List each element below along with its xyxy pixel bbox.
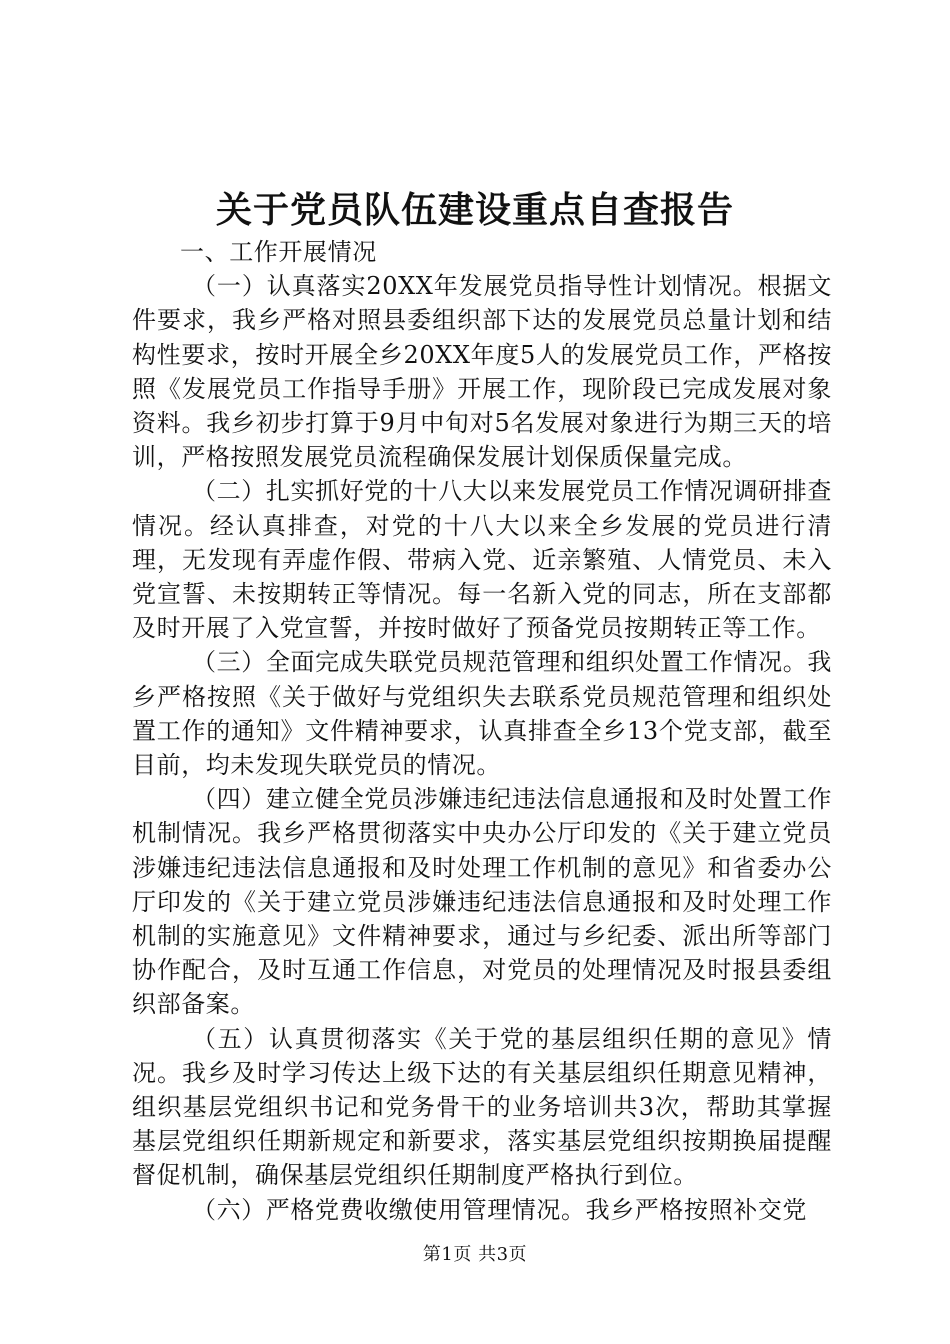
paragraph-6: （六）严格党费收缴使用管理情况。我乡严格按照补交党 — [192, 1195, 807, 1224]
paragraph-2: （二）扎实抓好党的十八大以来发展党员工作情况调研排查情况。经认真排查，对党的十八大以来全乡发展的党员进行清理，无发现有弄虚作假、带病入党、近亲繁殖、人情党员、未入党宣誓、未按期转正等情况。每一名新入党的同志，所在支部都及时开展了入党宣誓，并按时做好了预备党员按期转正等工作。 — [132, 477, 832, 643]
paragraph-3: （三）全面完成失联党员规范管理和组织处置工作情况。我乡严格按照《关于做好与党组织失去联系党员规范管理和组织处置工作的通知》文件精神要求，认真排查全乡13个党支部，截至目前，均未发现失联党员的情况。 — [132, 648, 832, 780]
document-title: 关于党员队伍建设重点自查报告 — [215, 189, 734, 231]
page-footer: 第1页 共3页 — [422, 1244, 528, 1265]
paragraph-4: （四）建立健全党员涉嫌违纪违法信息通报和及时处置工作机制情况。我乡严格贯彻落实中央办公厅印发的《关于建立党员涉嫌违纪违法信息通报和及时处理工作机制的意见》和省委办公厅印发的《关于建立党员涉嫌违纪违法信息通报和及时处理工作机制的实施意见》文件精神要求，通过与乡纪委、派出所等部门协作配合，及时互通工作信息，对党员的处理情况及时报县委组织部备案。 — [132, 785, 832, 1019]
paragraph-5: （五）认真贯彻落实《关于党的基层组织任期的意见》情况。我乡及时学习传达上级下达的有关基层组织任期意见精神，组织基层党组织书记和党务骨干的业务培训共3次，帮助其掌握基层党组织任期新规定和新要求，落实基层党组织按期换届提醒督促机制，确保基层党组织任期制度严格执行到位。 — [132, 1024, 832, 1190]
document-body — [132, 235, 832, 1227]
section-heading: 一、工作开展情况 — [180, 238, 377, 266]
paragraph-1: （一）认真落实20XX年发展党员指导性计划情况。根据文件要求，我乡严格对照县委组织部下达的发展党员总量计划和结构性要求，按时开展全乡20XX年度5人的发展党员工作，严格按照《发展党员工作指导手册》开展工作，现阶段已完成发展对象资料。我乡初步打算于9月中旬对5名发展对象进行为期三天的培训，严格按照发展党员流程确保发展计划保质保量完成。 — [132, 272, 832, 472]
